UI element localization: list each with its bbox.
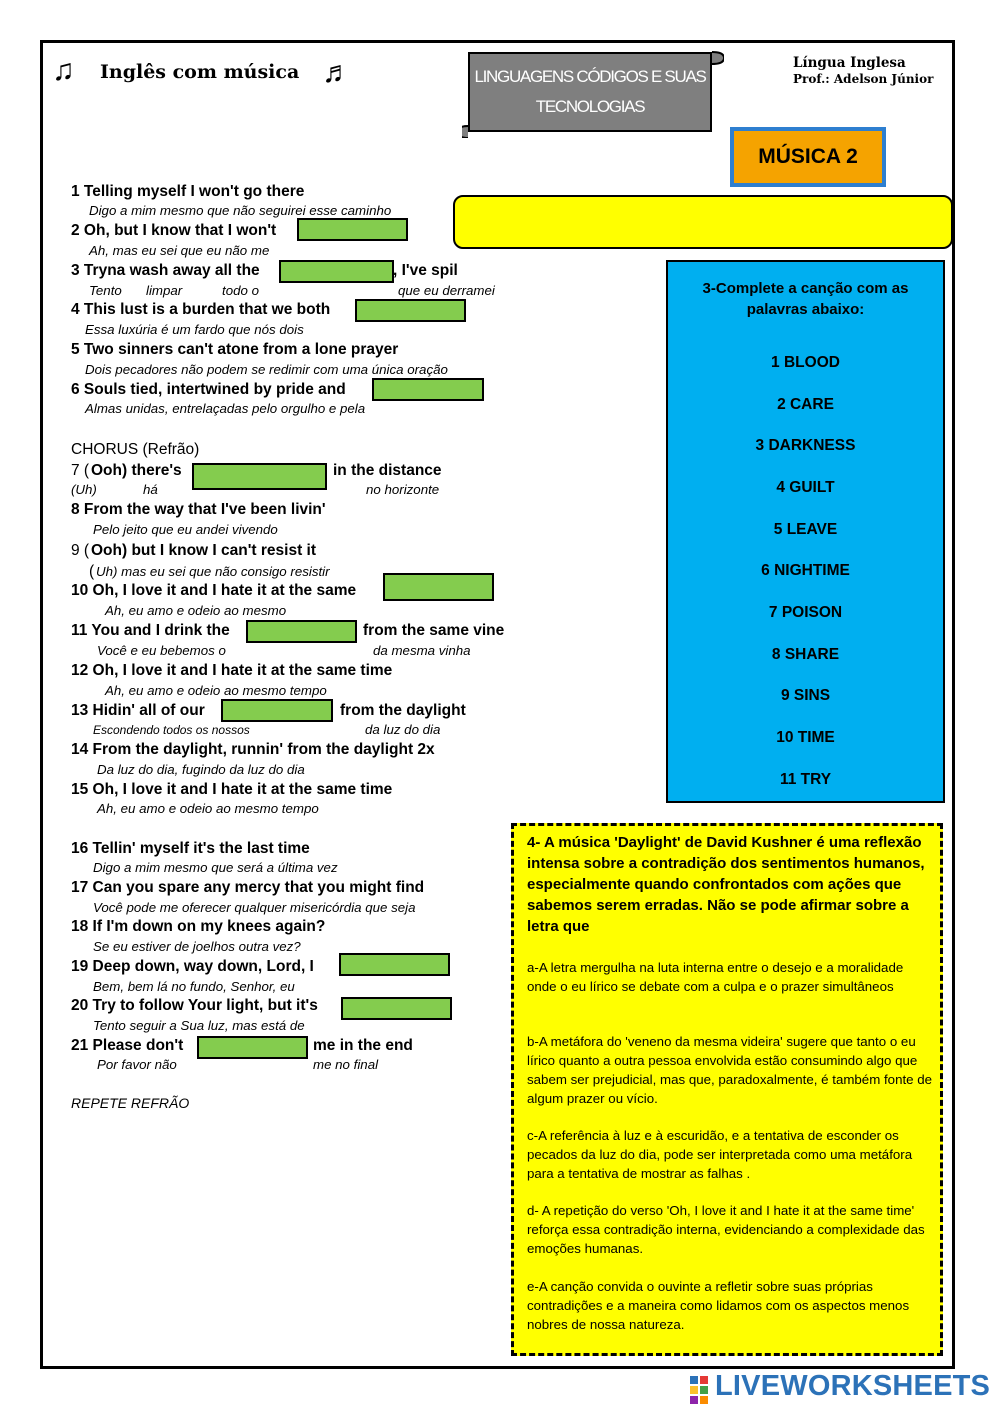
music-notes-icon: ♫ (52, 54, 75, 87)
option-b[interactable]: b-A metáfora do 'veneno da mesma videira' sugere que tanto o eu lírico quanto a outra pessoa envolvida estão consumindo algo que sabem ser prejudicial, mas que, paradoxalmente, é também fonte de algum prazer ou vício. (527, 1034, 933, 1106)
word-bank-heading (668, 278, 943, 320)
word-bank-item: 7 POISON (768, 604, 843, 621)
translation-word: Por favor não (97, 1057, 177, 1072)
translation-line: Essa luxúria é um fardo que nós dois (85, 322, 304, 337)
music-notes-icon: ♬ (322, 56, 352, 89)
word-bank-item: 8 SHARE (771, 646, 840, 663)
translation-word: da luz do dia (365, 722, 441, 737)
word-bank-item: 9 SINS (780, 687, 831, 704)
lyric-number: 7 ( (71, 462, 90, 479)
translation-line: Digo a mim mesmo que não seguirei esse caminho (89, 203, 392, 218)
translation-word: Você e eu bebemos o (97, 643, 226, 658)
option-a[interactable]: a-A letra mergulha na luta interna entre o desejo e a moralidade onde o eu lírico se debate com a culpa e o prazer simultâneos (527, 960, 904, 994)
translation-line: Ah, eu amo e odeio ao mesmo tempo (105, 683, 327, 698)
lyric-line: 19 Deep down, way down, Lord, I (71, 958, 314, 975)
chorus-label: CHORUS (Refrão) (71, 441, 200, 458)
lyric-line: 6 Souls tied, intertwined by pride and (71, 381, 346, 398)
translation-word: me no final (313, 1057, 379, 1072)
answer-field-7[interactable] (192, 463, 327, 490)
translation-paren: ( (89, 563, 95, 580)
lyric-line: Ooh) there's (91, 462, 182, 479)
translation-line: Dois pecadores não podem se redimir com uma única oração (85, 362, 448, 377)
translation-word: todo o (222, 283, 259, 298)
answer-field-21[interactable] (197, 1036, 308, 1059)
lyric-line: 13 Hidin' all of our (71, 702, 205, 719)
lyric-line: 16 Tellin' myself it's the last time (71, 840, 310, 857)
lyric-line: 17 Can you spare any mercy that you might find (71, 879, 425, 896)
answer-field-19[interactable] (339, 953, 450, 976)
lyric-line: 14 From the daylight, runnin' from the daylight 2x (71, 741, 435, 758)
repeat-chorus-note: REPETE REFRÃO (71, 1095, 190, 1111)
lyric-line-end: me in the end (313, 1037, 413, 1054)
word-bank-item: 1 BLOOD (771, 354, 840, 371)
question-4-prompt: 4- A música 'Daylight' de David Kushner é uma reflexão intensa sobre a contradição dos sentimentos humanos, especialmente quando confrontados com ações que sabemos serem erradas. Não se pode afirmar sobre a letra que (527, 834, 925, 935)
lyric-line: 8 From the way that I've been livin' (71, 501, 326, 518)
word-bank-item: 5 LEAVE (773, 521, 838, 538)
lyric-line: 5 Two sinners can't atone from a lone prayer (71, 341, 399, 358)
answer-field-2[interactable] (297, 218, 408, 241)
option-c[interactable]: c-A referência à luz e à escuridão, e a tentativa de esconder os pecados da luz do dia, pode ser interpretada como uma metáfora para a tentativa de mostrar as falhas . (527, 1128, 913, 1181)
music-number-badge: MÚSICA 2 (730, 127, 886, 187)
word-bank-heading-line: palavras abaixo: (746, 301, 865, 318)
translation-word: (Uh) (71, 482, 97, 497)
logo-text: LIVEWORKSHEETS (715, 1370, 991, 1402)
subject-label: Língua Inglesa (793, 55, 906, 71)
word-bank-item: 3 DARKNESS (755, 437, 856, 454)
translation-word: limpar (146, 283, 183, 298)
page-title: Inglês com música (100, 61, 300, 83)
lyric-line: 11 You and I drink the (71, 622, 230, 639)
translation-line: Da luz do dia, fugindo da luz do dia (97, 762, 305, 777)
lyric-line: 18 If I'm down on my knees again? (71, 918, 326, 935)
translation-line: Digo a mim mesmo que será a última vez (93, 860, 338, 875)
answer-field-10[interactable] (383, 573, 494, 601)
lyric-number: 9 ( (71, 542, 90, 559)
translation-line: Tento seguir a Sua luz, mas está de (93, 1018, 305, 1033)
lyric-line: 10 Oh, I love it and I hate it at the same (71, 582, 357, 599)
answer-field-4[interactable] (355, 299, 466, 322)
lyric-line: 2 Oh, but I know that I won't (71, 222, 277, 239)
lyric-line: 15 Oh, I love it and I hate it at the same time (71, 781, 393, 798)
lyric-line: 1 Telling myself I won't go there (71, 183, 305, 200)
answer-field-6[interactable] (372, 378, 484, 401)
translation-line: Pelo jeito que eu andei vivendo (93, 522, 278, 537)
teacher-label: Prof.: Adelson Júnior (793, 72, 934, 86)
banner-text (468, 52, 712, 132)
banner-line-2: TECNOLOGIAS (535, 97, 645, 116)
answer-field-13[interactable] (221, 699, 333, 722)
lyric-line: 12 Oh, I love it and I hate it at the same time (71, 662, 393, 679)
answer-field-20[interactable] (341, 997, 452, 1020)
lyric-line: 20 Try to follow Your light, but it's (71, 997, 318, 1014)
lyric-line: 21 Please don't (71, 1037, 184, 1054)
word-bank (666, 260, 945, 803)
word-bank-item: 2 CARE (777, 396, 834, 413)
word-bank-item: 11 TRY (779, 771, 832, 788)
translation-line: Ah, mas eu sei que eu não me (89, 243, 270, 258)
question-4-box (511, 823, 943, 1356)
banner-line-1: LINGUAGENS CÓDIGOS E SUAS (474, 67, 706, 86)
lyric-line: 3 Tryna wash away all the (71, 262, 260, 279)
lyric-line-end: , I've spil (393, 262, 458, 279)
translation-line: Almas unidas, entrelaçadas pelo orgulho e pela (85, 401, 366, 416)
translation-line: Bem, bem lá no fundo, Senhor, eu (93, 979, 295, 994)
translation-line: Você pode me oferecer qualquer misericórdia que seja (93, 900, 416, 915)
lyric-line-end: from the same vine (363, 622, 505, 639)
word-bank-item: 10 TIME (776, 729, 835, 746)
answer-field-11[interactable] (246, 620, 357, 643)
translation-line: Ah, eu amo e odeio ao mesmo tempo (97, 801, 319, 816)
translation-word: da mesma vinha (373, 643, 471, 658)
lyric-line: Ooh) but I know I can't resist it (91, 542, 317, 559)
translation-line: Ah, eu amo e odeio ao mesmo (105, 603, 287, 618)
translation-word: que eu derramei (398, 283, 495, 298)
word-bank-item: 6 NIGHTIME (761, 562, 850, 579)
answer-field-3[interactable] (279, 260, 394, 283)
translation-word: no horizonte (366, 482, 440, 497)
translation-line: Uh) mas eu sei que não consigo resistir (96, 564, 330, 579)
answer-bar[interactable] (453, 195, 953, 249)
banner-scroll (462, 46, 724, 138)
word-bank-heading-line: 3-Complete a canção com as (702, 280, 909, 297)
translation-word: Escondendo todos os nossos (93, 723, 250, 737)
lyric-line-end: from the daylight (340, 702, 466, 719)
translation-word: Tento (89, 283, 122, 298)
option-d[interactable]: d- A repetição do verso 'Oh, I love it and I hate it at the same time' reforça essa contradição interna, evidenciando a complexidade das emoções humanas. (527, 1203, 925, 1256)
option-e[interactable]: e-A canção convida o ouvinte a refletir sobre suas próprias contradições e a maneira como lidamos com os aspectos menos nobres de nossa natureza. (527, 1279, 910, 1332)
translation-line: Se eu estiver de joelhos outra vez? (93, 939, 301, 954)
lyric-line-end: in the distance (333, 462, 442, 479)
word-bank-item: 4 GUILT (776, 479, 835, 496)
translation-word: há (143, 482, 158, 497)
lyric-line: 4 This lust is a burden that we both (71, 301, 331, 318)
